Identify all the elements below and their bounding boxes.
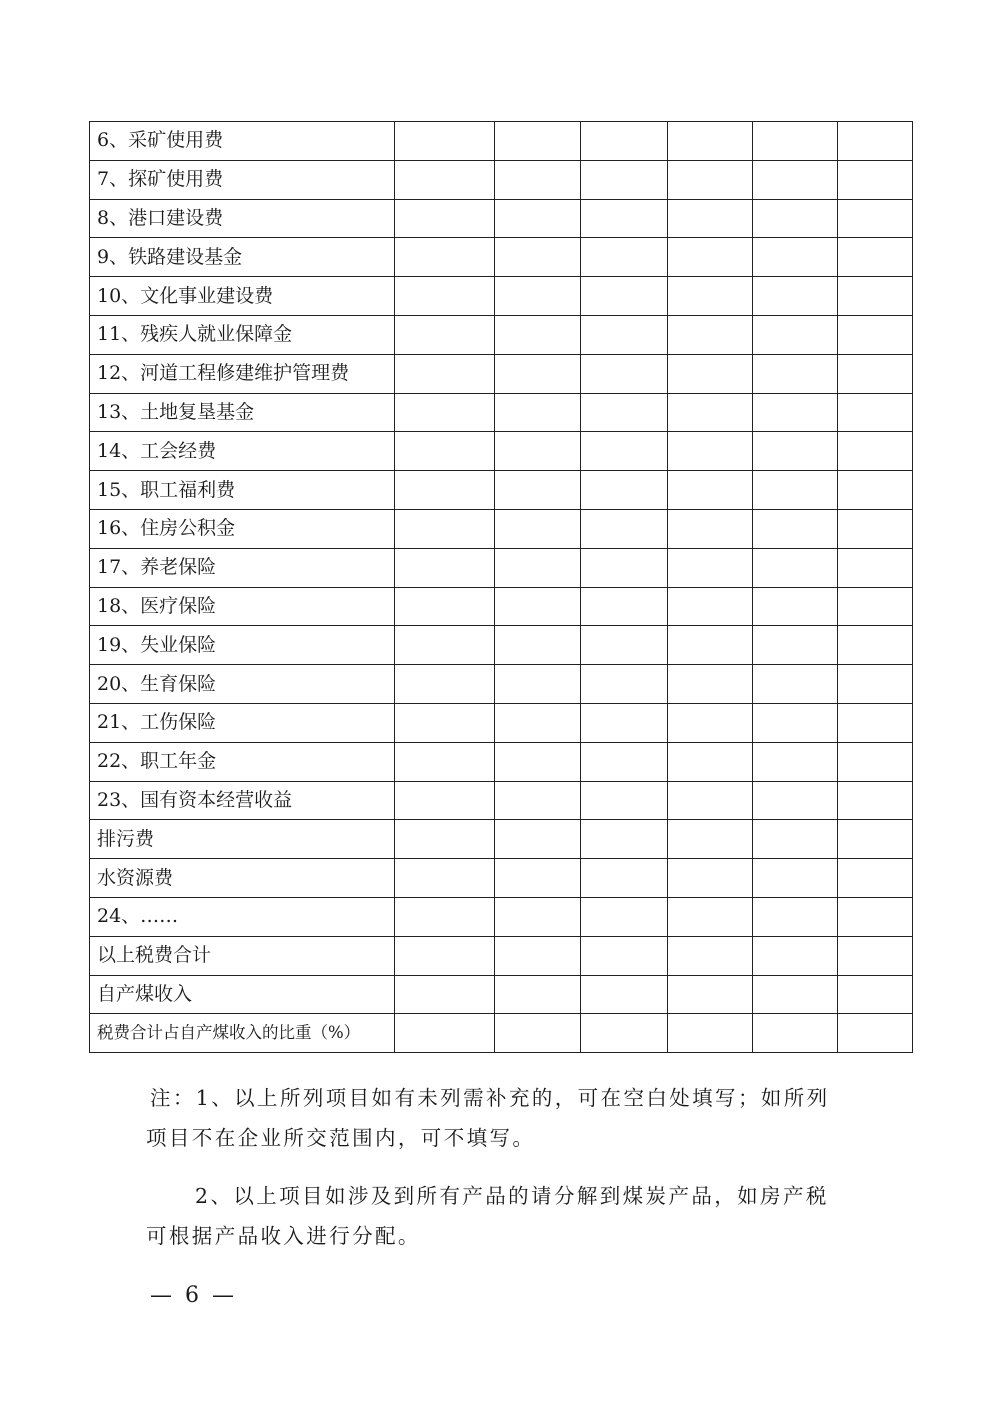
row-label: 17、养老保险 [90,548,395,587]
blank-cell [495,122,581,161]
row-label: 9、铁路建设基金 [90,238,395,277]
blank-cell [668,238,753,277]
blank-cell [581,897,668,936]
row-label: 14、工会经费 [90,432,395,471]
table-row [90,897,913,936]
blank-cell [838,820,913,859]
blank-cell [838,626,913,665]
note-1-line-2: 项目不在企业所交范围内，可不填写。 [146,1126,536,1150]
blank-cell [838,122,913,161]
blank-cell [838,471,913,510]
row-label: 19、失业保险 [90,626,395,665]
blank-cell [395,238,495,277]
table-row [90,859,913,898]
blank-cell [495,1014,581,1053]
blank-cell [581,432,668,471]
blank-cell [395,160,495,199]
table-row [90,199,913,238]
table-row [90,587,913,626]
blank-cell [495,742,581,781]
table-row [90,626,913,665]
blank-cell [753,1014,838,1053]
blank-cell [581,820,668,859]
note-2-line-2: 可根据产品收入进行分配。 [146,1224,421,1248]
blank-cell [495,587,581,626]
blank-cell [581,703,668,742]
blank-cell [395,626,495,665]
note-1 [146,1078,850,1158]
blank-cell [495,859,581,898]
blank-cell [668,859,753,898]
table-row [90,703,913,742]
row-label: 24、…… [90,897,395,936]
blank-cell [395,315,495,354]
table-row [90,1014,913,1053]
blank-cell [668,626,753,665]
blank-cell [668,509,753,548]
row-label: 15、职工福利费 [90,471,395,510]
row-label: 18、医疗保险 [90,587,395,626]
row-label: 23、国有资本经营收益 [90,781,395,820]
row-label: 排污费 [90,820,395,859]
row-label: 6、采矿使用费 [90,122,395,161]
blank-cell [838,393,913,432]
blank-cell [838,859,913,898]
page-number: — 6 — [150,1283,237,1308]
blank-cell [838,548,913,587]
blank-cell [753,471,838,510]
blank-cell [838,354,913,393]
table-row [90,393,913,432]
table-row [90,509,913,548]
blank-cell [581,936,668,975]
blank-cell [581,199,668,238]
table-row [90,238,913,277]
blank-cell [395,742,495,781]
blank-cell [581,975,668,1014]
blank-cell [753,160,838,199]
blank-cell [668,897,753,936]
blank-cell [395,587,495,626]
blank-cell [395,975,495,1014]
blank-cell [581,315,668,354]
note-2 [146,1176,850,1256]
blank-cell [838,897,913,936]
fee-table [89,121,913,1053]
blank-cell [395,548,495,587]
blank-cell [668,354,753,393]
fee-table-body [90,122,913,1053]
blank-cell [753,587,838,626]
blank-cell [838,665,913,704]
blank-cell [395,122,495,161]
blank-cell [753,781,838,820]
blank-cell [753,122,838,161]
blank-cell [495,393,581,432]
blank-cell [753,936,838,975]
blank-cell [753,665,838,704]
blank-cell [838,277,913,316]
blank-cell [753,393,838,432]
blank-cell [495,199,581,238]
blank-cell [668,781,753,820]
blank-cell [753,548,838,587]
blank-cell [395,859,495,898]
blank-cell [395,199,495,238]
notes [146,1078,850,1256]
blank-cell [668,548,753,587]
blank-cell [581,122,668,161]
blank-cell [581,742,668,781]
blank-cell [395,897,495,936]
row-label: 以上税费合计 [90,936,395,975]
blank-cell [581,160,668,199]
blank-cell [395,781,495,820]
blank-cell [495,160,581,199]
row-label: 16、住房公积金 [90,509,395,548]
blank-cell [753,859,838,898]
row-label: 水资源费 [90,859,395,898]
blank-cell [395,936,495,975]
blank-cell [838,703,913,742]
table-row [90,277,913,316]
table-row [90,936,913,975]
blank-cell [668,703,753,742]
table-row [90,160,913,199]
blank-cell [838,199,913,238]
table-row [90,665,913,704]
blank-cell [395,277,495,316]
blank-cell [495,975,581,1014]
blank-cell [668,277,753,316]
blank-cell [495,277,581,316]
blank-cell [495,703,581,742]
blank-cell [495,820,581,859]
blank-cell [668,665,753,704]
blank-cell [753,703,838,742]
table-row [90,354,913,393]
blank-cell [495,781,581,820]
blank-cell [395,665,495,704]
note-2-line-1: 2、以上项目如涉及到所有产品的请分解到煤炭产品，如房产税 [195,1184,829,1208]
blank-cell [753,975,838,1014]
blank-cell [838,160,913,199]
blank-cell [753,432,838,471]
blank-cell [668,160,753,199]
blank-cell [753,509,838,548]
blank-cell [668,975,753,1014]
blank-cell [668,587,753,626]
blank-cell [838,315,913,354]
row-label: 12、河道工程修建维护管理费 [90,354,395,393]
table-row [90,781,913,820]
blank-cell [668,471,753,510]
blank-cell [495,897,581,936]
blank-cell [668,432,753,471]
blank-cell [753,626,838,665]
blank-cell [495,626,581,665]
blank-cell [581,1014,668,1053]
table-row [90,548,913,587]
blank-cell [668,936,753,975]
row-label: 7、探矿使用费 [90,160,395,199]
blank-cell [581,781,668,820]
blank-cell [838,1014,913,1053]
blank-cell [668,1014,753,1053]
row-label: 21、工伤保险 [90,703,395,742]
table-row [90,820,913,859]
table-row [90,432,913,471]
row-label: 自产煤收入 [90,975,395,1014]
blank-cell [668,315,753,354]
blank-cell [753,354,838,393]
blank-cell [668,820,753,859]
blank-cell [668,122,753,161]
blank-cell [495,936,581,975]
note-1-line-1: 注：1、以上所列项目如有未列需补充的，可在空白处填写；如所列 [150,1086,830,1110]
blank-cell [753,897,838,936]
blank-cell [838,936,913,975]
blank-cell [581,354,668,393]
blank-cell [395,820,495,859]
blank-cell [581,626,668,665]
blank-cell [395,393,495,432]
blank-cell [395,703,495,742]
blank-cell [753,820,838,859]
blank-cell [838,238,913,277]
blank-cell [395,509,495,548]
row-label: 8、港口建设费 [90,199,395,238]
table-row [90,315,913,354]
blank-cell [838,509,913,548]
blank-cell [668,393,753,432]
blank-cell [495,354,581,393]
blank-cell [581,665,668,704]
blank-cell [581,393,668,432]
blank-cell [753,238,838,277]
row-label: 13、土地复垦基金 [90,393,395,432]
table-row [90,122,913,161]
blank-cell [581,548,668,587]
blank-cell [753,277,838,316]
blank-cell [495,471,581,510]
blank-cell [395,432,495,471]
blank-cell [838,587,913,626]
blank-cell [395,1014,495,1053]
row-label: 22、职工年金 [90,742,395,781]
blank-cell [581,238,668,277]
blank-cell [395,471,495,510]
blank-cell [668,199,753,238]
blank-cell [838,781,913,820]
blank-cell [495,432,581,471]
blank-cell [753,315,838,354]
blank-cell [581,859,668,898]
blank-cell [838,742,913,781]
table-row [90,471,913,510]
blank-cell [495,509,581,548]
blank-cell [581,471,668,510]
table-row [90,742,913,781]
table-row [90,975,913,1014]
blank-cell [581,509,668,548]
row-label: 20、生育保险 [90,665,395,704]
row-label: 10、文化事业建设费 [90,277,395,316]
blank-cell [753,199,838,238]
blank-cell [495,548,581,587]
blank-cell [495,238,581,277]
row-label: 11、残疾人就业保障金 [90,315,395,354]
blank-cell [668,742,753,781]
blank-cell [495,315,581,354]
blank-cell [753,742,838,781]
blank-cell [581,587,668,626]
row-label: 税费合计占自产煤收入的比重（%） [90,1014,395,1053]
blank-cell [581,277,668,316]
blank-cell [395,354,495,393]
blank-cell [838,975,913,1014]
blank-cell [495,665,581,704]
blank-cell [838,432,913,471]
